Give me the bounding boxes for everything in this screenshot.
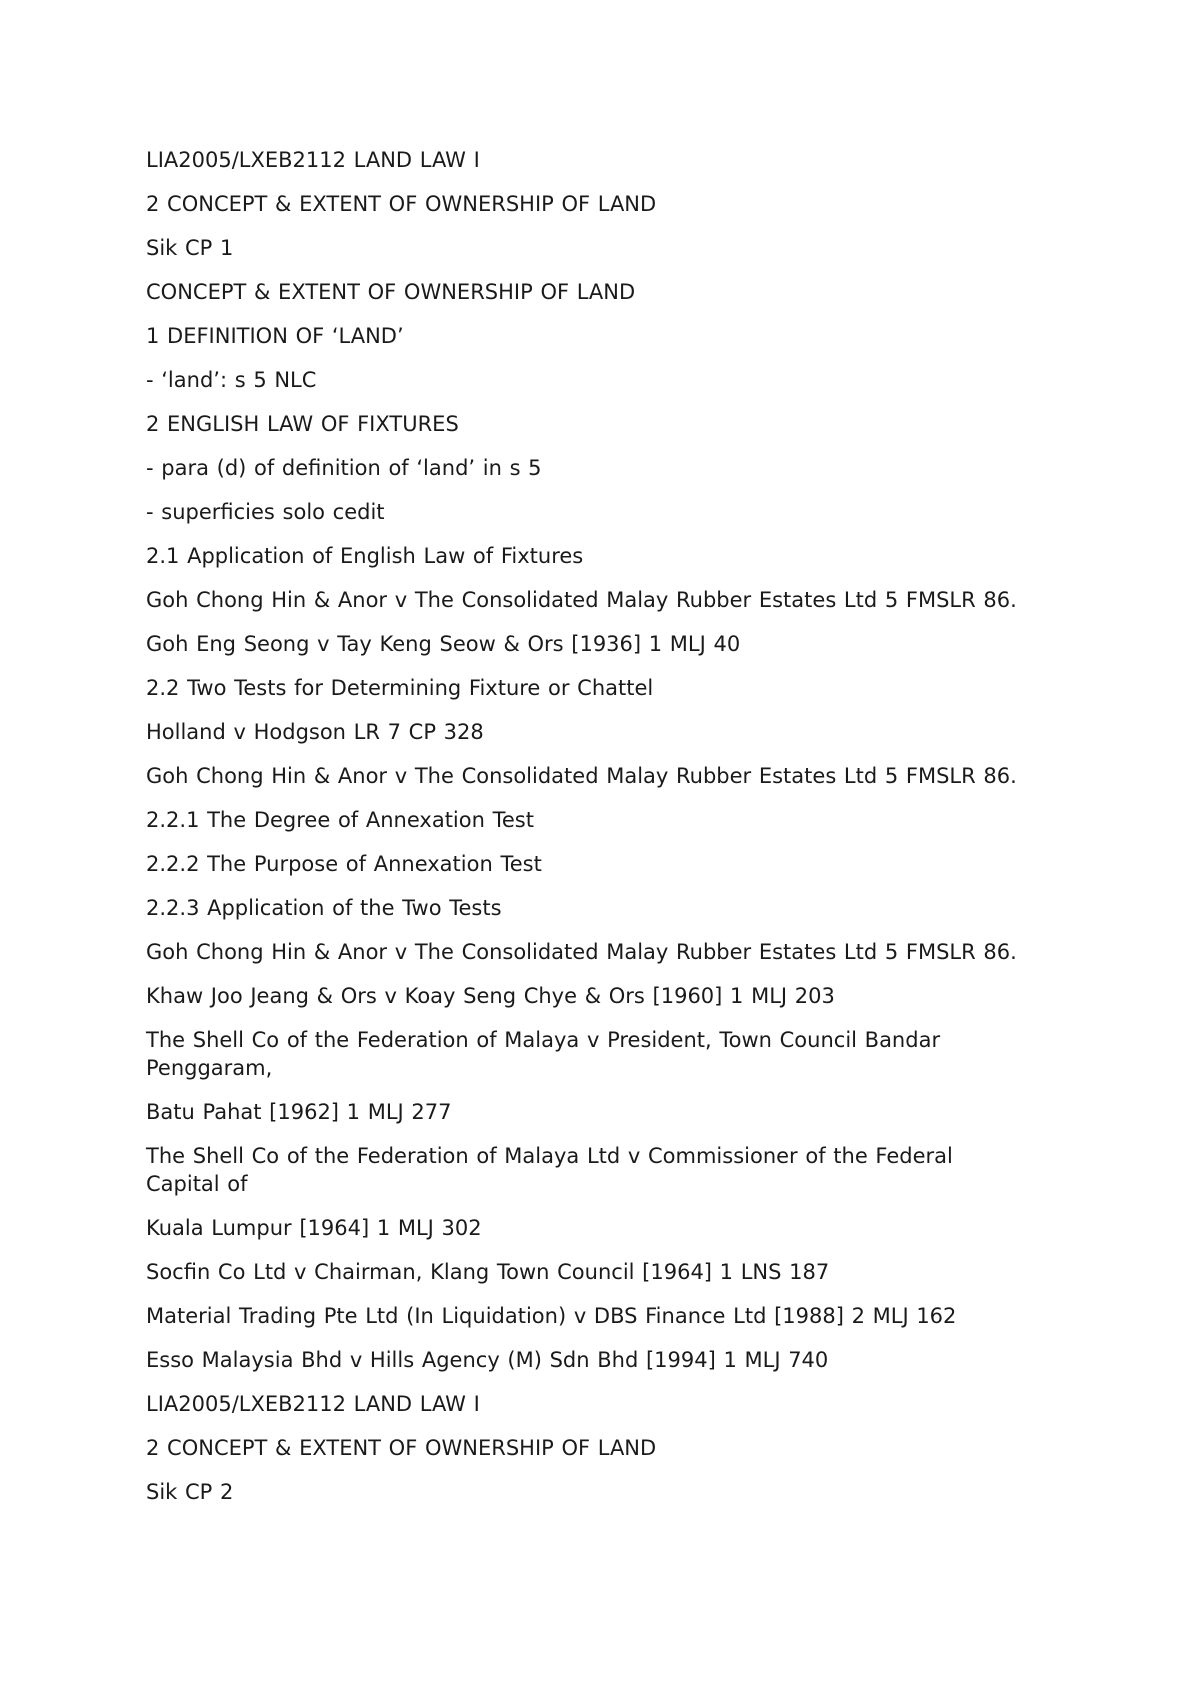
case-citation: Goh Chong Hin & Anor v The Consolidated Malay Rubber Estates Ltd 5 FMSLR 86. <box>146 588 1017 612</box>
course-header: LIA2005/LXEB2112 LAND LAW I <box>146 1392 480 1416</box>
subheading: 2.2.3 Application of the Two Tests <box>146 896 502 920</box>
chapter-title: 2 CONCEPT & EXTENT OF OWNERSHIP OF LAND <box>146 192 657 216</box>
heading-english-law-of-fixtures: 2 ENGLISH LAW OF FIXTURES <box>146 412 459 436</box>
document-body <box>146 146 1066 1522</box>
subheading: 2.2.2 The Purpose of Annexation Test <box>146 852 542 876</box>
case-citation: Batu Pahat [1962] 1 MLJ 277 <box>146 1100 452 1124</box>
case-citation: The Shell Co of the Federation of Malaya v President, Town Council Bandar Penggaram, <box>146 1028 941 1080</box>
chapter-title: 2 CONCEPT & EXTENT OF OWNERSHIP OF LAND <box>146 1436 657 1460</box>
subheading: 2.2.1 The Degree of Annexation Test <box>146 808 534 832</box>
subheading: 2.2 Two Tests for Determining Fixture or Chattel <box>146 676 654 700</box>
page-reference: Sik CP 2 <box>146 1480 234 1504</box>
bullet-line: - para (d) of definition of ‘land’ in s 5 <box>146 456 542 480</box>
subheading: 2.1 Application of English Law of Fixtures <box>146 544 584 568</box>
case-citation: Material Trading Pte Ltd (In Liquidation) v DBS Finance Ltd [1988] 2 MLJ 162 <box>146 1304 957 1328</box>
heading-definition-of-land: 1 DEFINITION OF ‘LAND’ <box>146 324 404 348</box>
case-citation: The Shell Co of the Federation of Malaya Ltd v Commissioner of the Federal Capital of <box>146 1144 953 1196</box>
bullet-line: - ‘land’: s 5 NLC <box>146 368 317 392</box>
case-citation: Socfin Co Ltd v Chairman, Klang Town Council [1964] 1 LNS 187 <box>146 1260 830 1284</box>
course-header: LIA2005/LXEB2112 LAND LAW I <box>146 148 480 172</box>
case-citation: Goh Chong Hin & Anor v The Consolidated Malay Rubber Estates Ltd 5 FMSLR 86. <box>146 764 1017 788</box>
page-reference: Sik CP 1 <box>146 236 234 260</box>
case-citation: Khaw Joo Jeang & Ors v Koay Seng Chye & Ors [1960] 1 MLJ 203 <box>146 984 835 1008</box>
bullet-line: - superficies solo cedit <box>146 500 385 524</box>
case-citation: Esso Malaysia Bhd v Hills Agency (M) Sdn Bhd [1994] 1 MLJ 740 <box>146 1348 829 1372</box>
case-citation: Goh Eng Seong v Tay Keng Seow & Ors [1936] 1 MLJ 40 <box>146 632 741 656</box>
case-citation: Kuala Lumpur [1964] 1 MLJ 302 <box>146 1216 482 1240</box>
section-heading: CONCEPT & EXTENT OF OWNERSHIP OF LAND <box>146 280 636 304</box>
case-citation: Goh Chong Hin & Anor v The Consolidated Malay Rubber Estates Ltd 5 FMSLR 86. <box>146 940 1017 964</box>
case-citation: Holland v Hodgson LR 7 CP 328 <box>146 720 484 744</box>
